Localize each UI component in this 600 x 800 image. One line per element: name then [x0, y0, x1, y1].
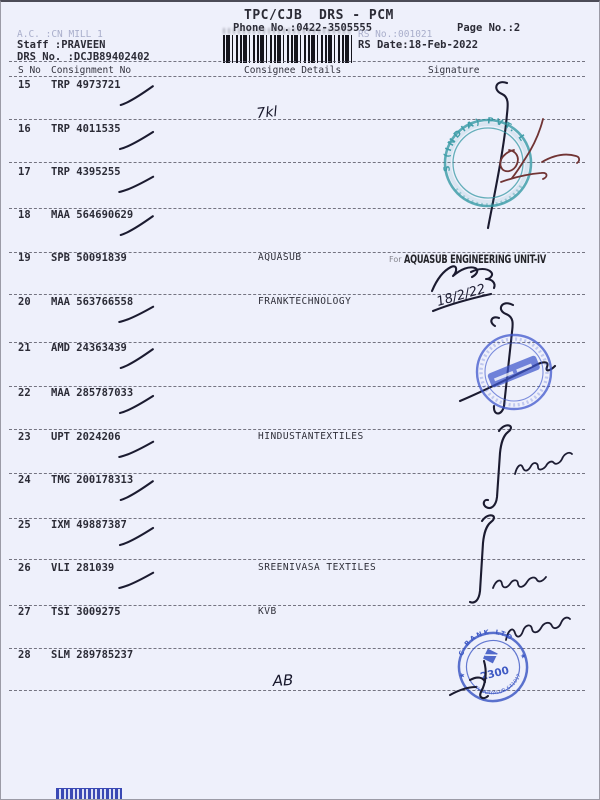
table-row	[1, 474, 599, 488]
row-consignment: TRP 4973721	[51, 79, 121, 91]
bottom-mini-barcode	[56, 788, 122, 800]
table-row	[1, 431, 599, 445]
staff-line: Staff :PRAVEEN	[17, 39, 106, 51]
row-consignment: VLI 281039	[51, 562, 115, 574]
table-row	[1, 649, 599, 663]
row-consignment: MAA 563766558	[51, 296, 134, 308]
col-header-consignee: Consignee Details	[244, 65, 342, 76]
bank-stamp-star-left: ★	[458, 671, 467, 681]
row-sno: 26	[18, 562, 31, 574]
table-row	[1, 562, 599, 576]
col-header-consignment: Consignment No	[51, 65, 132, 76]
row-separator	[9, 119, 585, 120]
pen-stroke-3	[450, 661, 488, 698]
row-sno: 19	[18, 252, 31, 264]
row-separator	[9, 162, 585, 163]
tamil-signature-3	[506, 618, 570, 640]
row-consignment: SLM 289785237	[51, 649, 134, 661]
page-number: Page No.:2	[457, 22, 521, 34]
bank-stamp-star-right: ★	[519, 651, 528, 661]
row-separator	[9, 559, 585, 560]
drs-barcode	[223, 35, 353, 63]
row-sno: 23	[18, 431, 31, 443]
table-row	[1, 79, 599, 93]
bank-stamp-ring-top: C BANK LTD	[457, 627, 516, 657]
table-row	[1, 296, 599, 310]
drs-number-line: DRS No. :DCJB89402402	[17, 51, 150, 63]
account-line: A.C. :CN MILL 1	[17, 29, 103, 40]
row-sno: 15	[18, 79, 31, 91]
table-row	[1, 209, 599, 223]
col-header-sno: S No	[18, 65, 41, 76]
row-consignment: MAA 564690629	[51, 209, 134, 221]
table-row	[1, 342, 599, 356]
table-row	[1, 252, 599, 266]
handwritten-date: 18/2/22	[434, 281, 488, 310]
row-consignment: TSI 3009275	[51, 606, 121, 618]
row-separator	[9, 690, 585, 691]
row-separator	[9, 429, 585, 430]
row-sno: 20	[18, 296, 31, 308]
tamil-signature-2	[493, 577, 546, 588]
row-consignee: HINDUSTANTEXTILES	[258, 431, 364, 442]
row-separator	[9, 294, 585, 295]
rs-date-line: RS Date:18-Feb-2022	[358, 39, 479, 51]
phone-line: Phone No.:0422-3505555	[233, 22, 373, 34]
row-consignee: AQUASUB	[258, 252, 302, 263]
row-consignee: FRANKTECHNOLOGY	[258, 296, 352, 307]
bank-stamp	[449, 620, 535, 708]
tamil-signature-1	[515, 453, 572, 474]
ink-overlay	[1, 2, 600, 800]
row-consignment: TRP 4395255	[51, 166, 121, 178]
row-sno: 18	[18, 209, 31, 221]
row-sno: 28	[18, 649, 31, 661]
handwritten-note-ab: AB	[272, 670, 294, 690]
table-row	[1, 166, 599, 180]
row-consignee: SREENIVASA TEXTILES	[258, 562, 377, 573]
aquasub-stamp-name: AQUASUB ENGINEERING UNIT-IV	[404, 252, 547, 266]
aquasub-stamp-prefix: For	[389, 255, 402, 264]
row-consignment: TMG 200178313	[51, 474, 134, 486]
row-sno: 17	[18, 166, 31, 178]
row-consignee: KVB	[258, 606, 277, 617]
row-consignment: AMD 24363439	[51, 342, 127, 354]
pen-stroke-1	[488, 82, 508, 228]
handwritten-note-7kl: 7kl	[255, 103, 279, 122]
row-consignment: MAA 285787033	[51, 387, 134, 399]
table-row	[1, 123, 599, 137]
row-sno: 22	[18, 387, 31, 399]
barcode-smudge	[223, 28, 353, 34]
row-consignment: SPB 50091839	[51, 252, 127, 264]
bank-stamp-ring-bottom: THUDIYALUR-641017	[473, 672, 523, 697]
row-sno: 21	[18, 342, 31, 354]
india-stamp-ring-text: S (INDIA) PVT. L	[442, 116, 529, 173]
table-row	[1, 606, 599, 620]
table-row	[1, 387, 599, 401]
header-separator-bottom	[9, 76, 585, 77]
row-sno: 24	[18, 474, 31, 486]
col-header-signature: Signature	[428, 65, 480, 76]
document-title: TPC/CJB DRS - PCM	[244, 8, 394, 23]
svg-text:THUDIYALUR-641017	[471, 672, 526, 702]
row-consignment: TRP 4011535	[51, 123, 121, 135]
header-separator	[9, 61, 585, 62]
row-consignment: IXM 49887387	[51, 519, 127, 531]
table-row	[1, 519, 599, 533]
rs-number-line: RS No.:001021	[358, 29, 433, 40]
row-sno: 16	[18, 123, 31, 135]
row-sno: 27	[18, 606, 31, 618]
row-sno: 25	[18, 519, 31, 531]
row-consignment: UPT 2024206	[51, 431, 121, 443]
bank-stamp-code: 2300	[479, 664, 511, 684]
